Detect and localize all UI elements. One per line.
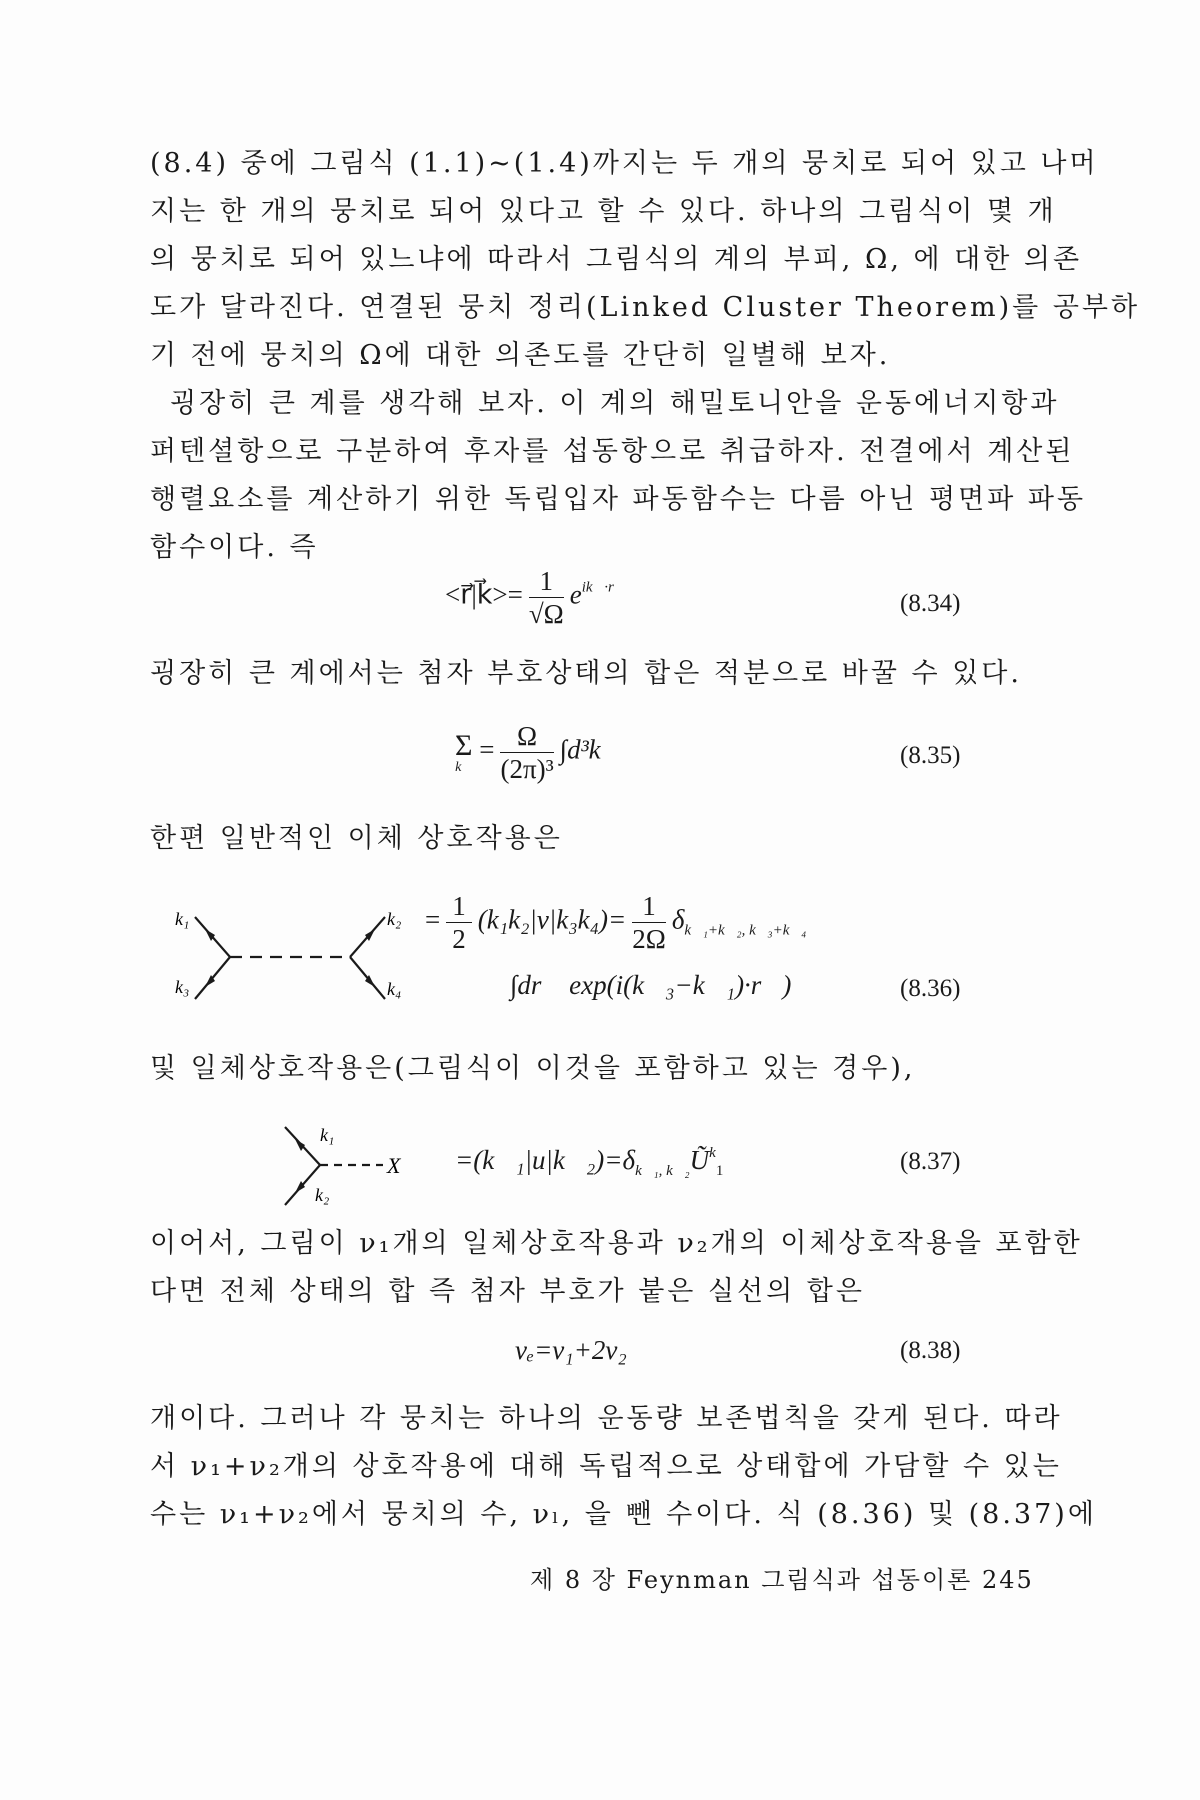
fraction-num: Ω	[500, 720, 553, 753]
sum-index: k⃗	[455, 759, 473, 775]
equation-number: (8.34)	[900, 590, 961, 617]
equation-number: (8.37)	[900, 1148, 961, 1175]
equals-sign: =	[479, 734, 495, 765]
potential-superscript: k	[709, 1145, 716, 1161]
integral: ∫d³k⃗	[559, 734, 622, 765]
equals-sign: =	[425, 904, 441, 935]
exp-base: e	[569, 579, 582, 610]
delta-subscript: k⃗₁+k⃗₂, k⃗₃+k⃗₄	[684, 922, 807, 939]
text-line: (8.4) 중에 그림식 (1.1)~(1.4)까지는 두 개의 뭉치로 되어 있고 나머	[150, 148, 1099, 179]
text-line: 의 뭉치로 되어 있느냐에 따라서 그림식의 계의 부피, Ω, 에 대한 의존	[150, 244, 1083, 275]
fraction-num: 1	[632, 890, 666, 923]
fraction	[529, 565, 564, 630]
fraction	[632, 890, 666, 955]
two-body-interaction-diagram	[175, 895, 415, 1020]
label-k2: k₂	[387, 909, 402, 929]
fraction-den: 2Ω	[632, 924, 666, 954]
text-line: 퍼텐셜항으로 구분하여 후자를 섭동항으로 취급하자. 전결에서 계산된	[150, 436, 1075, 467]
equation-number: (8.38)	[900, 1337, 961, 1364]
delta-subscript: k⃗₁, k⃗₂	[635, 1163, 690, 1179]
text-line: 이어서, 그림이 ν₁개의 일체상호작용과 ν₂개의 이체상호작용을 포함한	[150, 1228, 1083, 1259]
paragraph-1	[150, 140, 1141, 380]
fraction-den: √Ω	[528, 599, 564, 629]
paragraph-4	[150, 815, 1010, 863]
text-line: 개이다. 그러나 각 뭉치는 하나의 운동량 보존법칙을 갖게 된다. 따라	[150, 1403, 1063, 1434]
text-line: 다면 전체 상태의 합 즉 첨자 부호가 붙은 실선의 합은	[150, 1276, 865, 1307]
one-body-interaction-diagram	[265, 1115, 445, 1215]
equation-8-36-row-1	[425, 890, 806, 955]
page-footer: 제 8 장 Feynman 그림식과 섭동이론 245	[530, 1566, 1034, 1594]
label-k1: k₁	[175, 909, 190, 929]
equation-8-36-row-2: ∫dr⃗ exp(i(k⃗₃−k⃗₁)·r⃗)	[510, 970, 792, 1000]
matrix-element: =(k⃗₁|u|k⃗₂)=δ	[455, 1145, 636, 1175]
eq-lhs: <r⃗|k⃗>=	[445, 579, 523, 610]
paragraph-6	[150, 1220, 1083, 1316]
fraction-den: (2π)³	[500, 754, 554, 784]
paragraph-5	[150, 1045, 1010, 1093]
fraction-den: 2	[452, 924, 466, 954]
text-line: 서 ν₁+ν₂개의 상호작용에 대해 독립적으로 상태합에 가담할 수 있는	[150, 1451, 1062, 1482]
text-line: 지는 한 개의 뭉치로 되어 있다고 할 수 있다. 하나의 그림식이 몇 개	[150, 196, 1057, 227]
text-line: 굉장히 큰 계를 생각해 보자. 이 계의 해밀토니안을 운동에너지항과	[170, 388, 1060, 419]
text-line: 행렬요소를 계산하기 위한 독립입자 파동함수는 다름 아닌 평면파 파동	[150, 484, 1087, 515]
fraction	[446, 890, 472, 955]
equation-8-34	[445, 565, 625, 630]
kronecker-delta: δ	[671, 904, 685, 935]
label-k2: k₂	[315, 1185, 330, 1205]
equation-8-37	[455, 1145, 723, 1180]
fraction-num: 1	[446, 890, 472, 923]
paragraph-3	[150, 650, 1022, 698]
equation-8-35	[455, 720, 622, 785]
fraction-num: 1	[529, 565, 564, 598]
sum-symbol: Σ	[455, 728, 473, 762]
matrix-element: (k₁k₂|v|k₃k₄)=	[477, 904, 627, 935]
paragraph-2	[150, 380, 1087, 572]
label-k1: k₁	[320, 1125, 335, 1145]
text-line: 함수이다. 즉	[150, 532, 319, 563]
equation-8-38: νₑ=ν₁+2ν₂	[515, 1335, 627, 1365]
label-k3: k₃	[175, 977, 190, 997]
exponent: ik⃗·r⃗	[581, 579, 626, 596]
paragraph-7	[150, 1395, 1097, 1539]
equation-number: (8.35)	[900, 742, 961, 769]
potential-subscript: 1	[715, 1163, 724, 1179]
sum-operator	[455, 728, 473, 775]
text-line: 도가 달라진다. 연결된 뭉치 정리(Linked Cluster Theorem)를 공부하	[150, 292, 1141, 323]
fraction	[500, 720, 553, 785]
label-k4: k₄	[387, 979, 402, 999]
equation-number: (8.36)	[900, 975, 961, 1002]
text-line: 수는 ν₁+ν₂에서 뭉치의 수, νₗ, 을 뺀 수이다. 식 (8.36) 및 (8.37)에	[150, 1499, 1097, 1530]
text-line: 한편 일반적인 이체 상호작용은	[150, 823, 563, 854]
text-line: 기 전에 뭉치의 Ω에 대한 의존도를 간단히 일별해 보자.	[150, 340, 891, 371]
arrow-icon	[295, 1139, 305, 1151]
text-line: 굉장히 큰 계에서는 첨자 부호상태의 합은 적분으로 바꿀 수 있다.	[150, 658, 1022, 689]
label-x: X	[387, 1153, 401, 1178]
text-line: 및 일체상호작용은(그림식이 이것을 포함하고 있는 경우),	[150, 1053, 916, 1084]
potential-u: Ũ	[689, 1145, 710, 1175]
